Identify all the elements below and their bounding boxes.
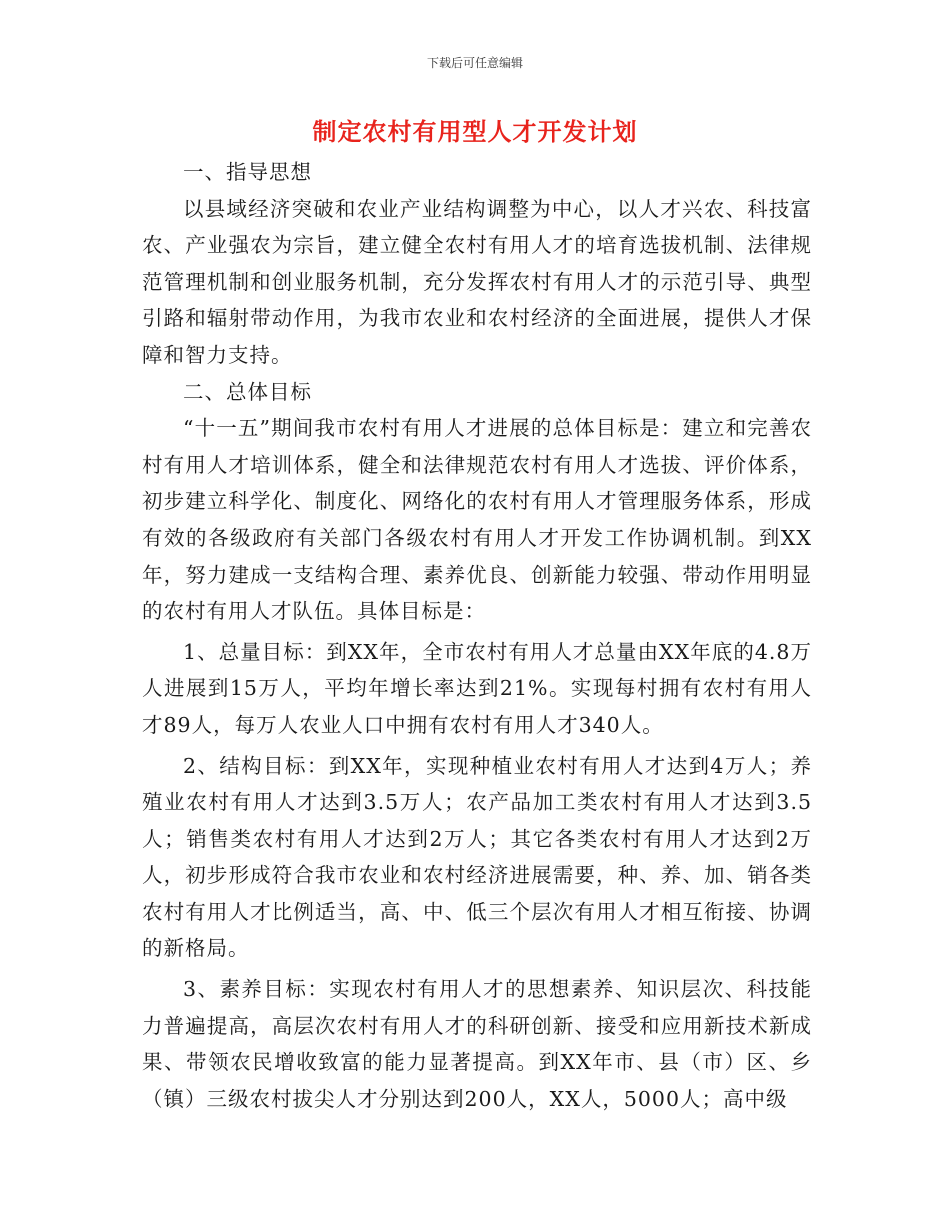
header-note: 下载后可任意编辑 bbox=[426, 56, 523, 70]
paragraph: 以县域经济突破和农业产业结构调整为中心，以人才兴农、科技富农、产业强农为宗旨，建立健全农村有用人才的培育选拔机制、法律规范管理机制和创业服务机制，充分发挥农村有用人才的示范引导、典型引路和辐射带动作用，为我市农业和农村经济的全面进展，提供人才保障和智力支持。 bbox=[142, 196, 812, 367]
section-heading: 一、指导思想 bbox=[183, 160, 312, 184]
paragraph: 2、结构目标：到XX年，实现种植业农村有用人才达到4万人；养殖业农村有用人才达到3.5万人；农产品加工类农村有用人才达到3.5人；销售类农村有用人才达到2万人；其它各类农村有用人才达到2万人，初步形成符合我市农业和农村经济进展需要，种、养、加、销各类农村有用人才比例适当，高、中、低三个层次有用人才相互衔接、协调的新格局。 bbox=[142, 753, 812, 961]
document-body bbox=[142, 154, 812, 1117]
document-title: 制定农村有用型人才开发计划 bbox=[312, 118, 638, 146]
section-heading: 二、总体目标 bbox=[183, 379, 312, 404]
paragraph: 3、素养目标：实现农村有用人才的思想素养、知识层次、科技能力普遍提高，高层次农村有用人才的科研创新、接受和应用新技术新成果、带领农民增收致富的能力显著提高。到XX年市、县（市）区、乡（镇）三级农村拔尖人才分别达到200人，XX人，5000人；高中级 bbox=[142, 977, 812, 1111]
paragraph: 1、总量目标：到XX年，全市农村有用人才总量由XX年底的4.8万人进展到15万人，平均年增长率达到21%。实现每村拥有农村有用人才89人，每万人农业人口中拥有农村有用人才340人。 bbox=[142, 639, 812, 737]
paragraph: “十一五”期间我市农村有用人才进展的总体目标是：建立和完善农村有用人才培训体系，健全和法律规范农村有用人才选拔、评价体系，初步建立科学化、制度化、网络化的农村有用人才管理服务体系，形成有效的各级政府有关部门各级农村有用人才开发工作协调机制。到XX年，努力建成一支结构合理、素养优良、创新能力较强、带动作用明显的农村有用人才队伍。具体目标是： bbox=[142, 416, 812, 624]
